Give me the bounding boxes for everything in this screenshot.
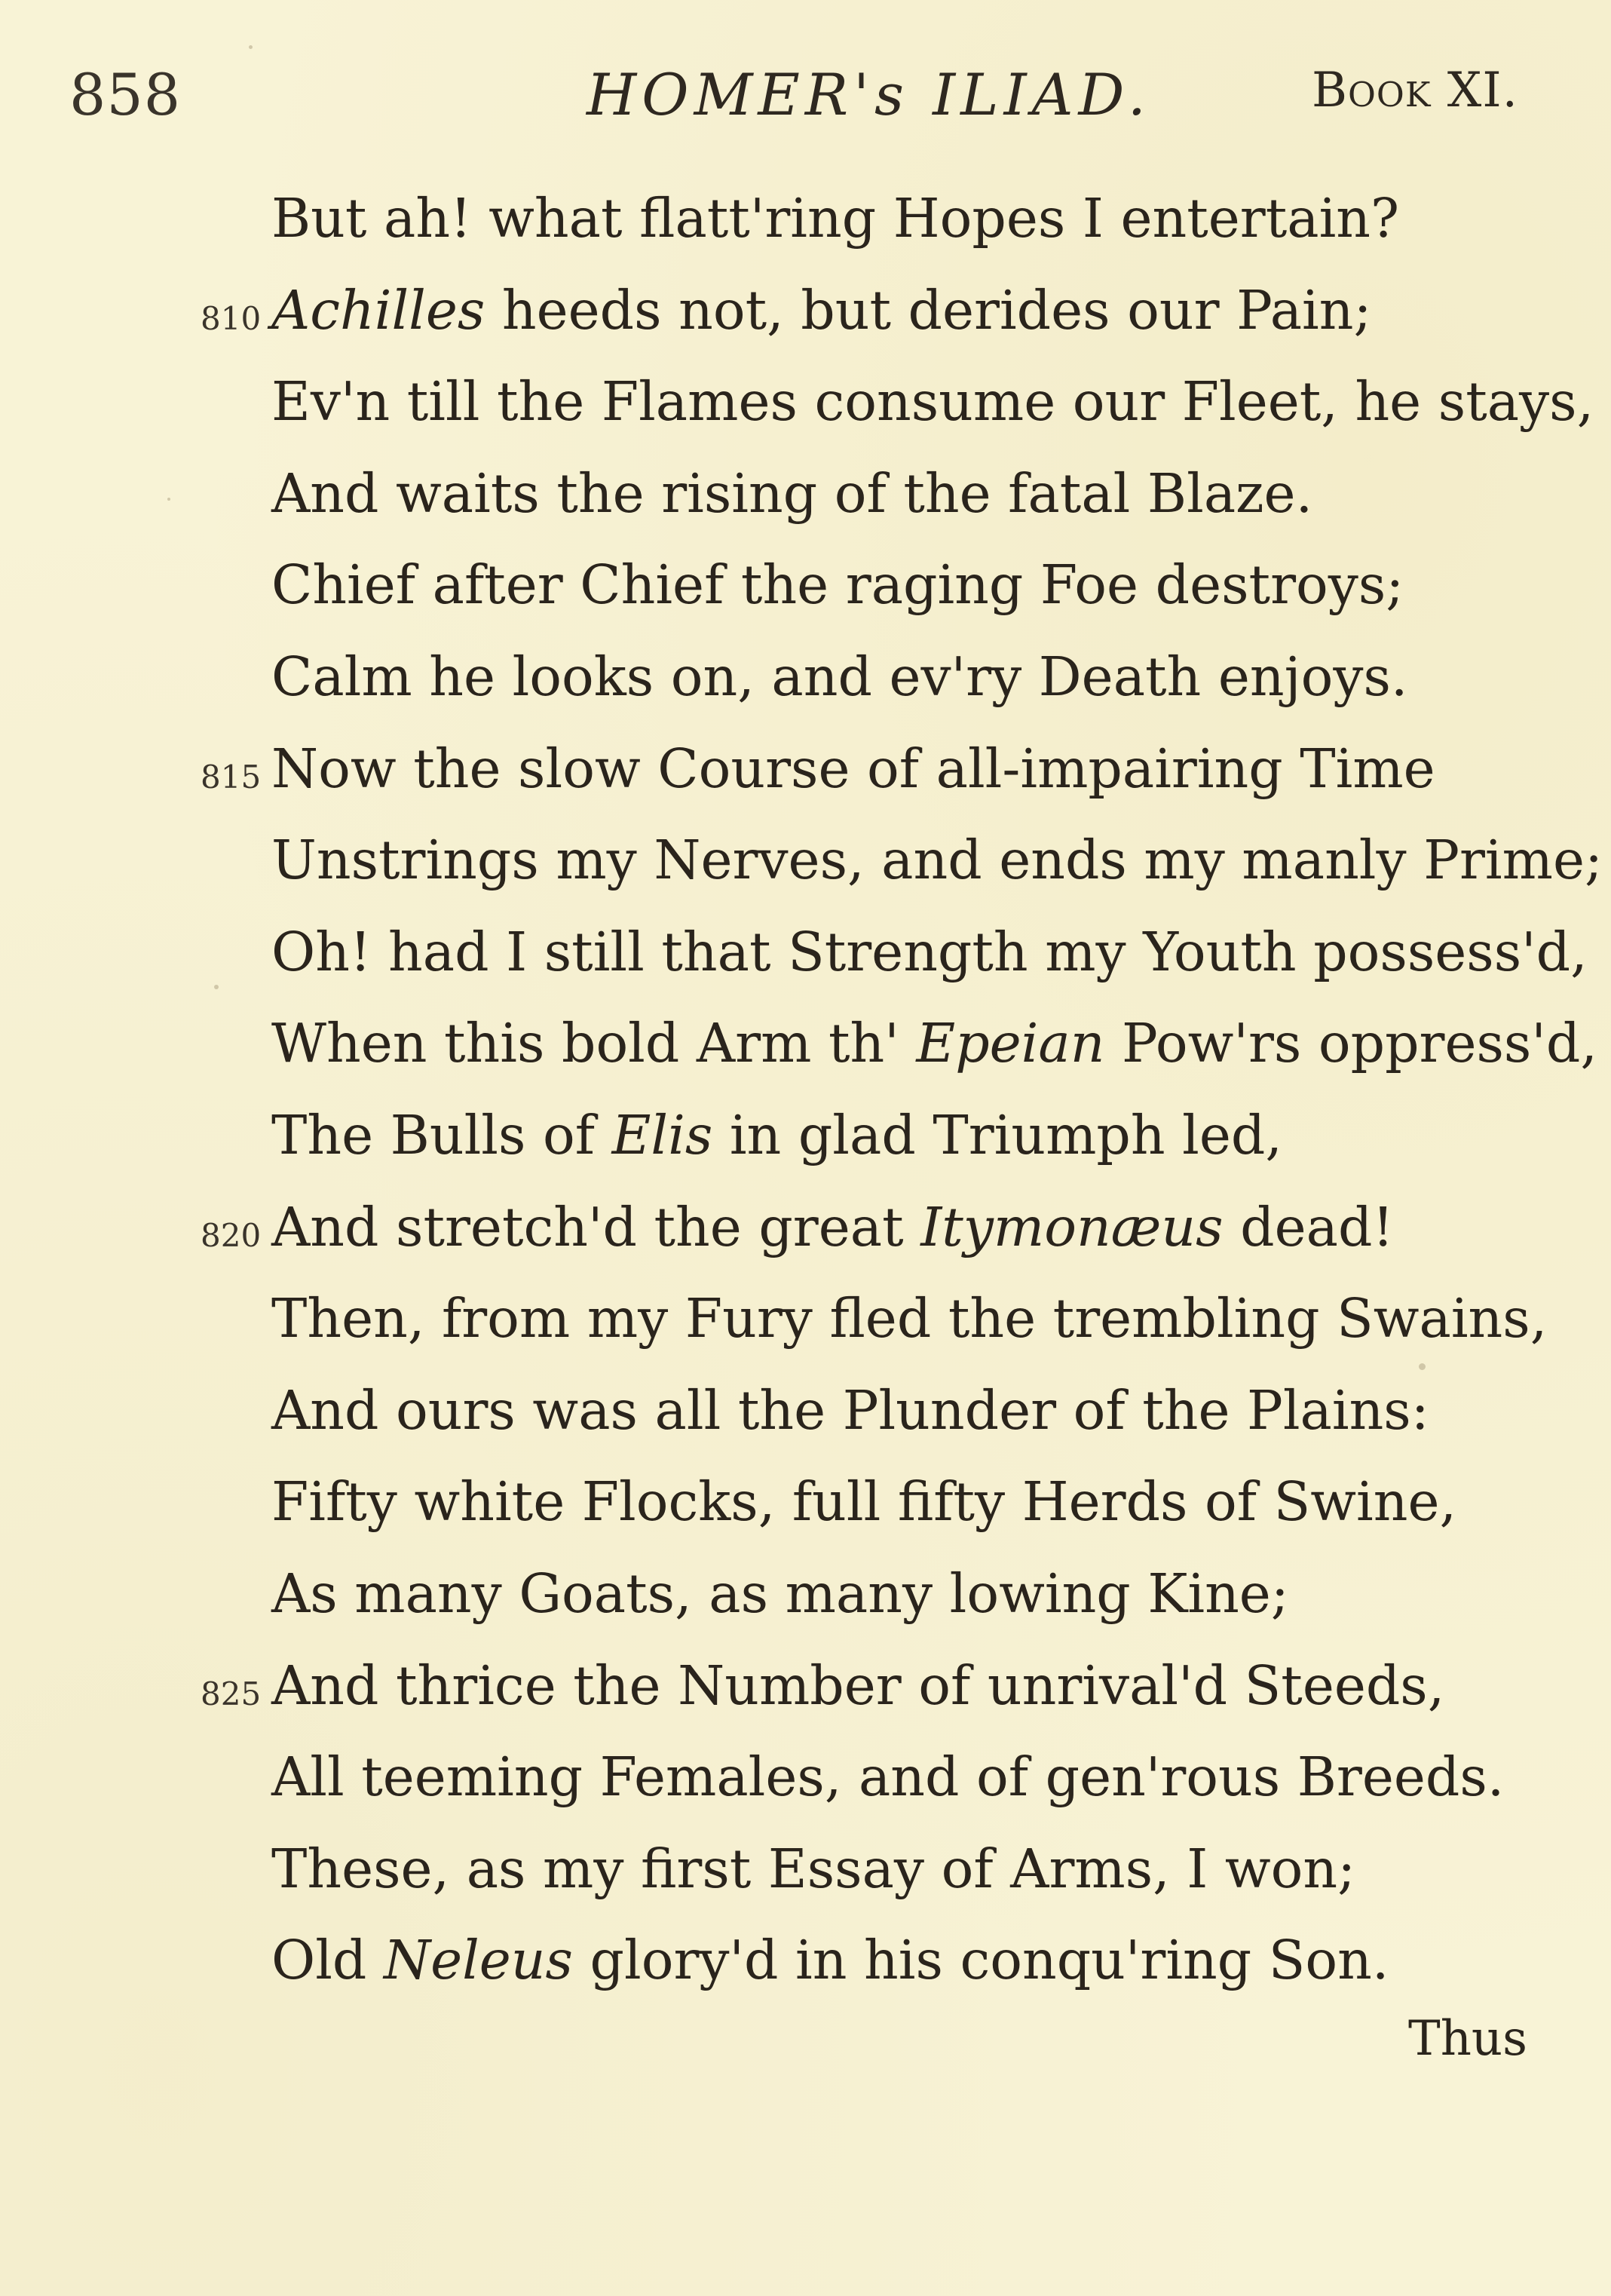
verse-line-segment: Old xyxy=(271,1929,384,1991)
verse-line xyxy=(271,1379,1429,1442)
verse-line-segment: Fifty white Flocks, full fifty Herds of Swine, xyxy=(271,1470,1457,1533)
verse-line xyxy=(271,1929,1389,1991)
verse-line-segment: And stretch'd the great xyxy=(271,1196,921,1258)
running-title: HOMER's ILIAD. xyxy=(587,61,1151,128)
verse-line-segment: Calm he looks on, and ev'ry Death enjoys. xyxy=(271,645,1408,708)
verse-line-segment: All teeming Females, and of gen'rous Breeds. xyxy=(271,1746,1505,1808)
verse-line-segment: But ah! what flatt'ring Hopes I entertain? xyxy=(271,187,1400,250)
verse-line-segment: Unstrings my Nerves, and ends my manly Prime; xyxy=(271,829,1603,891)
verse-line xyxy=(271,187,1400,250)
verse-line-segment: Ev'n till the Flames consume our Fleet, he stays, xyxy=(271,370,1594,433)
line-number: 810 xyxy=(201,300,262,337)
verse-line xyxy=(271,1838,1356,1900)
line-number: 820 xyxy=(201,1217,262,1254)
verse-line-italic-segment: Epeian xyxy=(916,1012,1105,1074)
verse-line-segment: The Bulls of xyxy=(271,1104,612,1166)
line-number: 815 xyxy=(201,759,262,795)
verse-line xyxy=(271,1287,1548,1350)
verse-line-segment: Chief after Chief the raging Foe destroys; xyxy=(271,553,1404,616)
paper-speck xyxy=(214,985,219,989)
verse-line xyxy=(271,553,1404,616)
catchword: Thus xyxy=(1408,2011,1527,2067)
verse-line xyxy=(271,1196,1394,1258)
verse-line xyxy=(271,279,1372,342)
verse-line xyxy=(271,737,1435,800)
paper-speck xyxy=(249,45,253,49)
verse-line-italic-segment: Itymonæus xyxy=(920,1196,1224,1258)
verse-line xyxy=(271,1746,1505,1808)
verse-line-segment: And thrice the Number of unrival'd Steeds, xyxy=(271,1654,1445,1717)
verse-line-segment: in glad Triumph led, xyxy=(712,1104,1282,1166)
verse-line-segment: dead! xyxy=(1223,1196,1394,1258)
verse-line xyxy=(271,370,1594,433)
verse-line xyxy=(271,462,1313,525)
verse-line xyxy=(271,1470,1457,1533)
paper-speck xyxy=(1419,1363,1426,1370)
verse-line xyxy=(271,921,1588,983)
verse-line xyxy=(271,1654,1445,1717)
verse-line-segment: Oh! had I still that Strength my Youth possess'd, xyxy=(271,921,1588,983)
verse-line xyxy=(271,645,1408,708)
verse-line-segment: heeds not, but derides our Pain; xyxy=(485,279,1372,342)
verse-line-italic-segment: Elis xyxy=(611,1104,713,1166)
verse-line-segment: Now the slow Course of all-impairing Time xyxy=(271,737,1435,800)
verse-line-segment: Then, from my Fury fled the trembling Swains, xyxy=(271,1287,1548,1350)
verse-line-segment: And waits the rising of the fatal Blaze. xyxy=(271,462,1313,525)
verse-line-segment: These, as my first Essay of Arms, I won; xyxy=(271,1838,1356,1900)
line-number: 825 xyxy=(201,1675,262,1712)
verse-line-italic-segment: Achilles xyxy=(271,279,485,342)
verse-line-segment: When this bold Arm th' xyxy=(271,1012,917,1074)
verse-line-segment: Pow'rs oppress'd, xyxy=(1104,1012,1597,1074)
verse-line-segment: And ours was all the Plunder of the Plains: xyxy=(271,1379,1429,1442)
verse-line xyxy=(271,1104,1282,1166)
verse-line-segment: glory'd in his conqu'ring Son. xyxy=(572,1929,1389,1991)
paper-speck xyxy=(167,498,170,501)
verse-line xyxy=(271,1012,1597,1074)
page-number: 858 xyxy=(69,61,182,128)
book-label: Book XI. xyxy=(1312,63,1518,118)
verse-line xyxy=(271,829,1603,891)
verse-line-italic-segment: Neleus xyxy=(383,1929,573,1991)
verse-line-segment: As many Goats, as many lowing Kine; xyxy=(271,1562,1289,1625)
verse-line xyxy=(271,1562,1289,1625)
